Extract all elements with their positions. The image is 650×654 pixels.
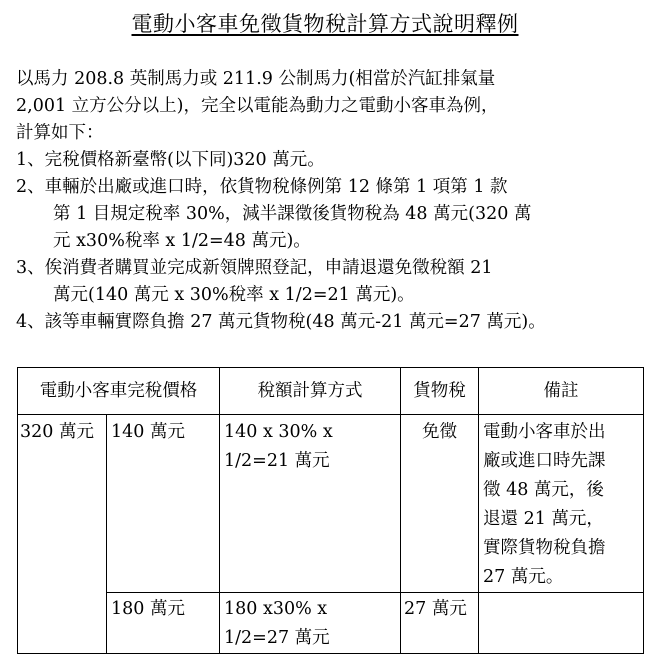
calc-line: 1/2=27 萬元 [224, 628, 330, 648]
header-calculation: 稅額計算方式 [220, 368, 401, 415]
intro-line: 以馬力 208.8 英制馬力或 211.9 公制馬力(相當於汽缸排氣量 [16, 69, 496, 89]
note-line: 廠或進口時先課 [483, 451, 606, 471]
calc-line: 140 x 30% x [224, 422, 333, 442]
calc-line: 1/2=21 萬元 [224, 451, 330, 471]
cell-tax: 27 萬元 [401, 593, 479, 654]
note-line: 27 萬元。 [483, 567, 564, 587]
note-line: 退還 21 萬元， [483, 509, 604, 529]
table-row [18, 593, 644, 654]
cell-sub-price: 140 萬元 [107, 415, 220, 593]
cell-sub-price: 180 萬元 [107, 593, 220, 654]
intro-line: 2,001 立方公分以上)，完全以電能為動力之電動小客車為例， [16, 96, 499, 116]
note-line: 徵 48 萬元，後 [483, 480, 604, 500]
intro-line: 計算如下： [16, 123, 104, 143]
note-line: 電動小客車於出 [483, 422, 606, 442]
list-item-3-continued: 萬元(140 萬元 x 30%稅率 x 1/2=21 萬元)。 [53, 285, 415, 305]
note-line: 實際貨物稅負擔 [483, 538, 606, 558]
explanation-text [16, 66, 641, 336]
cell-calculation [220, 593, 401, 654]
header-note: 備註 [479, 368, 644, 415]
cell-calculation [220, 415, 401, 593]
list-item-2: 2、車輛於出廠或進口時，依貨物稅條例第 12 條第 1 項第 1 款 [16, 177, 508, 197]
cell-note [479, 415, 644, 593]
document-title: 電動小客車免徵貨物稅計算方式說明釋例 [131, 12, 519, 36]
list-item-2-continued: 元 x30%稅率 x 1/2=48 萬元)。 [53, 231, 311, 251]
table-header-row [18, 368, 644, 415]
list-item-3: 3、俟消費者購買並完成新領牌照登記，申請退還免徵稅額 21 [16, 258, 493, 278]
cell-note-empty [479, 593, 644, 654]
list-item-4: 4、該等車輛實際負擔 27 萬元貨物稅(48 萬元-21 萬元=27 萬元)。 [16, 312, 546, 332]
cell-total-price: 320 萬元 [18, 415, 107, 654]
table-row [18, 415, 644, 593]
tax-calculation-table [17, 367, 644, 654]
header-tax: 貨物稅 [401, 368, 479, 415]
list-item-2-continued: 第 1 目規定稅率 30%，減半課徵後貨物稅為 48 萬元(320 萬 [53, 204, 532, 224]
calc-line: 180 x30% x [224, 599, 328, 619]
cell-tax: 免徵 [401, 415, 479, 593]
header-price: 電動小客車完稅價格 [18, 368, 220, 415]
list-item-1: 1、完稅價格新臺幣(以下同)320 萬元。 [16, 150, 325, 170]
